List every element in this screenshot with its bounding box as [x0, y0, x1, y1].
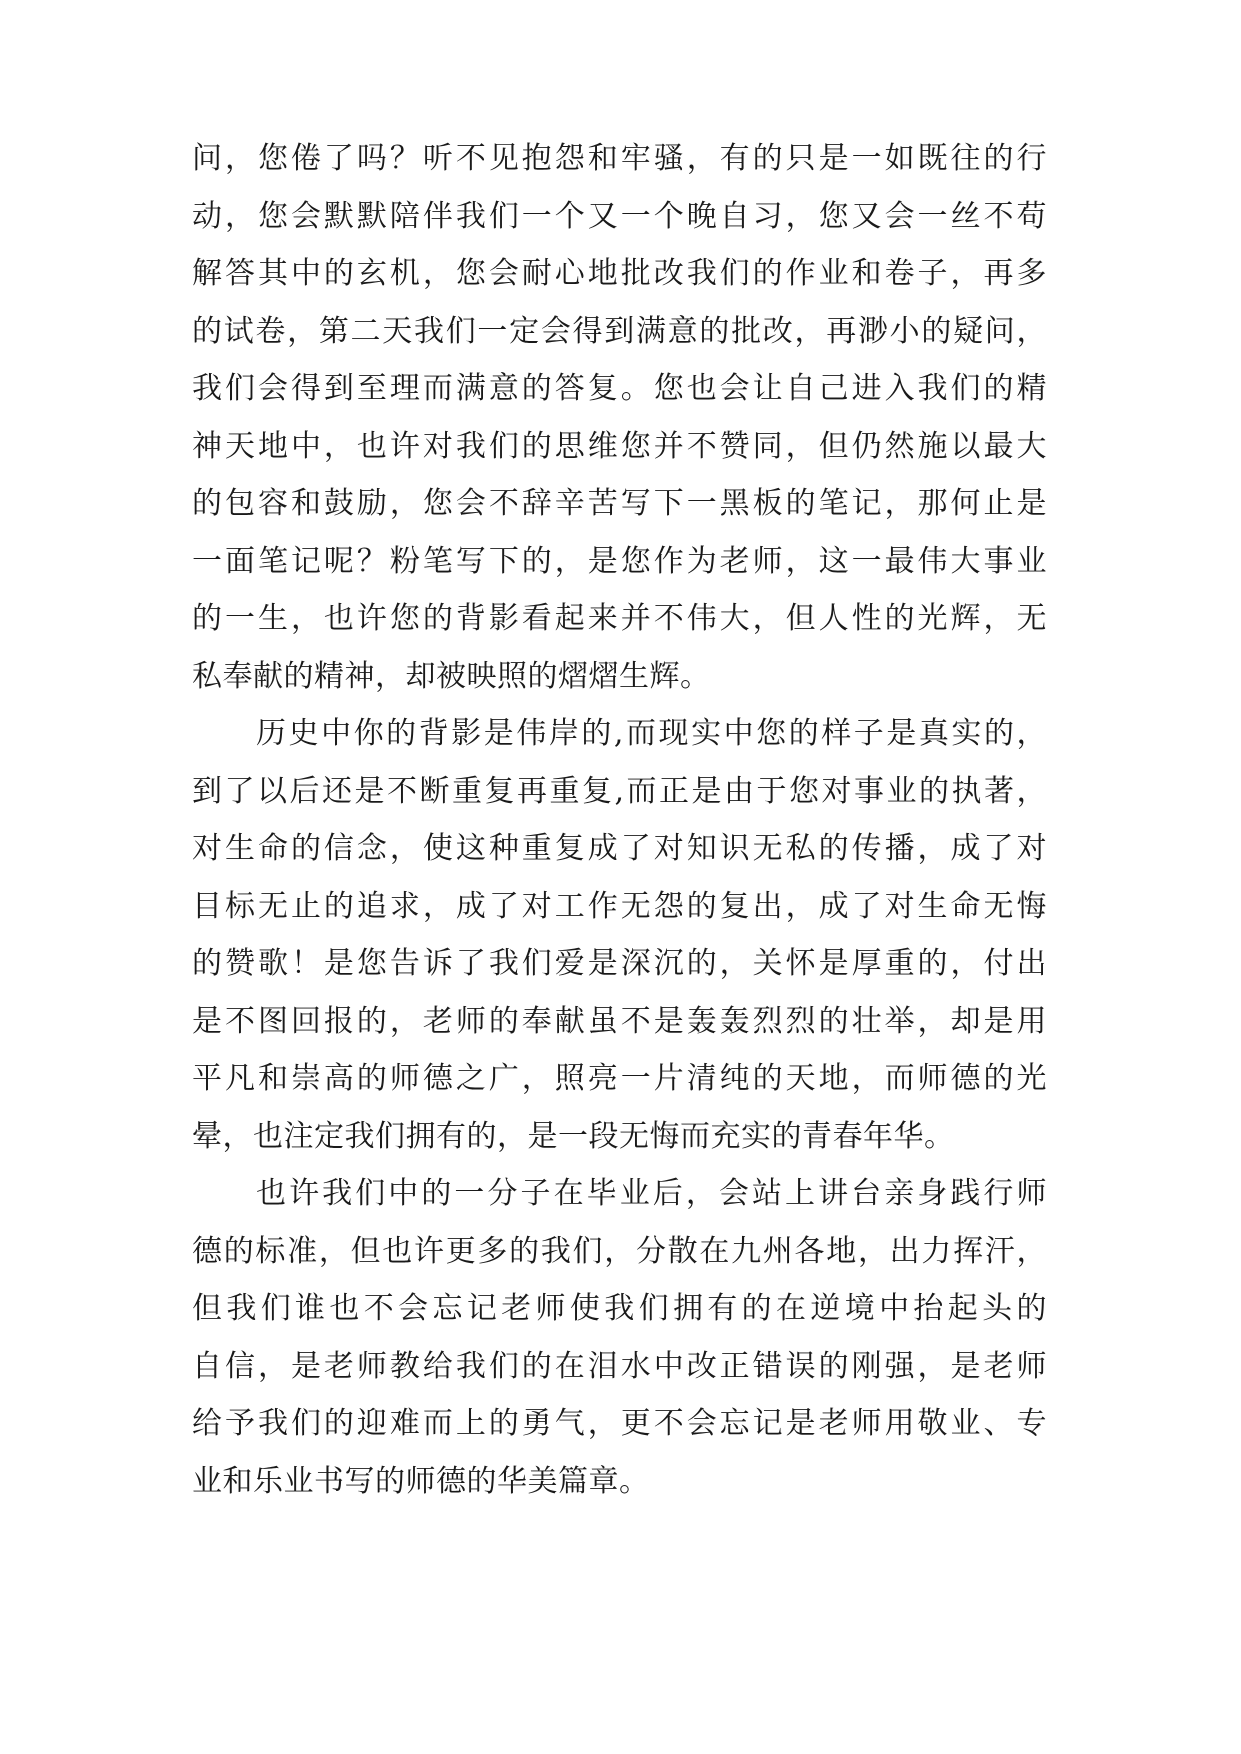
text-line: 一面笔记呢？粉笔写下的，是您作为老师，这一最伟大事业	[192, 543, 1047, 579]
text-line: 平凡和崇高的师德之广，照亮一片清纯的天地，而师德的光	[192, 1061, 1047, 1096]
text-line: 给予我们的迎难而上的勇气，更不会忘记是老师用敬业、专	[192, 1406, 1047, 1441]
text-line: 自信，是老师教给我们的在泪水中改正错误的刚强，是老师	[192, 1348, 1047, 1384]
text-line: 历史中你的背影是伟岸的,而现实中您的样子是真实的，	[256, 716, 1047, 751]
text-line: 神天地中，也许对我们的思维您并不赞同，但仍然施以最大	[192, 428, 1047, 464]
text-line: 业和乐业书写的师德的华美篇章。	[192, 1463, 650, 1499]
text-line: 的试卷，第二天我们一定会得到满意的批改，再渺小的疑问，	[192, 313, 1047, 349]
text-line: 对生命的信念，使这种重复成了对知识无私的传播，成了对	[192, 831, 1047, 866]
text-line: 到了以后还是不断重复再重复,而正是由于您对事业的执著，	[192, 773, 1047, 809]
text-line: 晕，也注定我们拥有的，是一段无悔而充实的青春年华。	[192, 1118, 955, 1154]
text-line: 的赞歌！是您告诉了我们爱是深沉的，关怀是厚重的，付出	[192, 946, 1047, 981]
text-line: 但我们谁也不会忘记老师使我们拥有的在逆境中抬起头的	[192, 1291, 1047, 1326]
text-line: 也许我们中的一分子在毕业后，会站上讲台亲身践行师	[256, 1176, 1047, 1211]
text-line: 私奉献的精神，却被映照的熠熠生辉。	[192, 658, 711, 694]
body-text	[192, 130, 1047, 1510]
text-line: 解答其中的玄机，您会耐心地批改我们的作业和卷子，再多	[192, 256, 1047, 291]
text-line: 目标无止的追求，成了对工作无怨的复出，成了对生命无悔	[192, 888, 1047, 924]
text-line: 是不图回报的，老师的奉献虽不是轰轰烈烈的壮举，却是用	[192, 1003, 1047, 1039]
text-line: 我们会得到至理而满意的答复。您也会让自己进入我们的精	[192, 371, 1047, 406]
text-line: 问，您倦了吗？听不见抱怨和牢骚，有的只是一如既往的行	[192, 141, 1047, 176]
text-line: 的包容和鼓励，您会不辞辛苦写下一黑板的笔记，那何止是	[192, 486, 1047, 521]
text-line: 的一生，也许您的背影看起来并不伟大，但人性的光辉，无	[192, 601, 1047, 636]
text-line: 德的标准，但也许更多的我们，分散在九州各地，出力挥汗，	[192, 1233, 1047, 1269]
text-line: 动，您会默默陪伴我们一个又一个晚自习，您又会一丝不苟	[192, 198, 1047, 234]
